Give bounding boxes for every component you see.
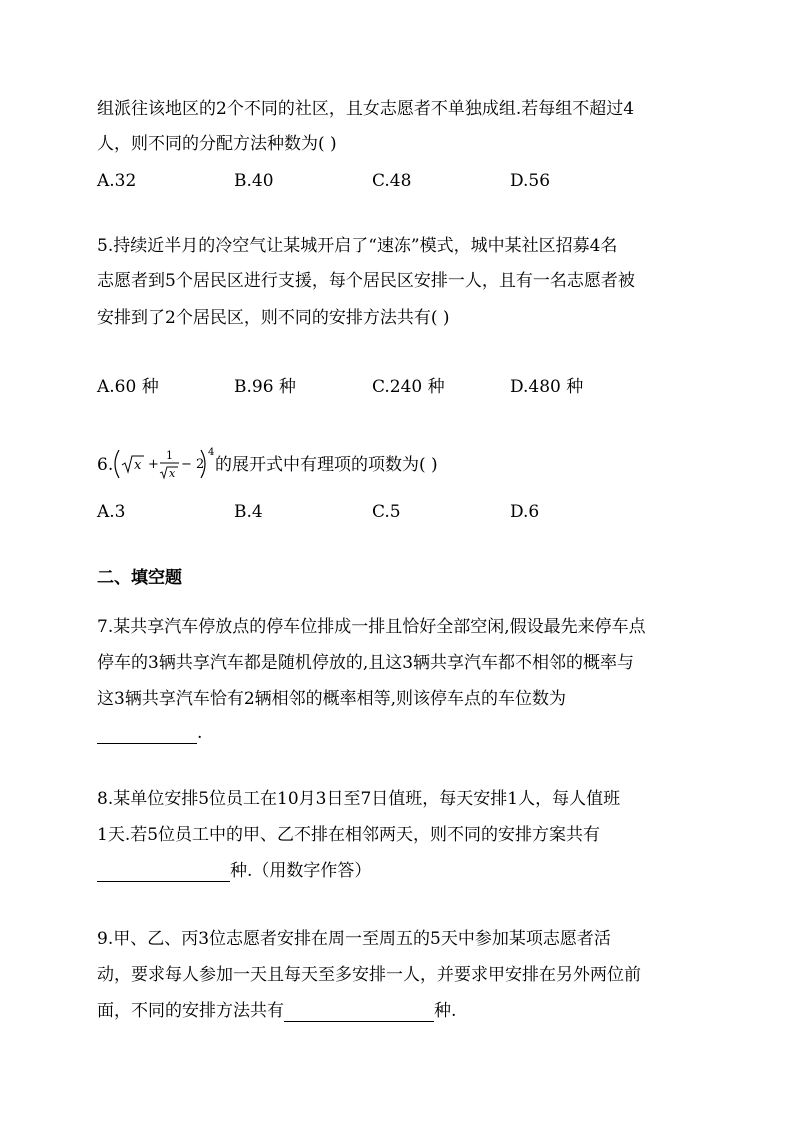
q9-tail: 种. xyxy=(434,1001,457,1021)
q7-tail: . xyxy=(197,723,203,743)
q5-option-d: D.480 种 xyxy=(510,377,584,397)
q4-option-c: C.48 xyxy=(372,171,412,191)
q4-line-2: 人，则不同的分配方法种数为( ) xyxy=(97,134,337,154)
q7-line-3: 这3辆共享汽车恰有2辆相邻的概率相等,则该停车点的车位数为 xyxy=(97,689,567,709)
q6-power: 4 xyxy=(208,447,215,458)
q8-tail: 种.（用数字作答） xyxy=(230,861,372,881)
q6-sqrt-x: x xyxy=(134,458,142,473)
q6-option-b: B.4 xyxy=(234,502,263,522)
q4-option-d: D.56 xyxy=(510,171,551,191)
q6-frac-den: x xyxy=(169,467,176,480)
q7-answer-row xyxy=(97,722,202,744)
q9-line-2: 动，要求每人参加一天且每天至多安排一人，并要求甲安排在另外两位前 xyxy=(97,965,641,985)
q8-line-2: 1天.若5位员工中的甲、乙不排在相邻两天，则不同的安排方案共有 xyxy=(97,825,601,845)
q6-suffix: 的展开式中有理项的项数为( ) xyxy=(215,455,438,475)
q7-line-1: 7.某共享汽车停放点的停车位排成一排且恰好全部空闲,假设最先来停车点 xyxy=(97,617,646,637)
q6-prefix: 6. xyxy=(97,455,114,475)
left-paren-icon xyxy=(115,450,119,478)
q4-option-a: A.32 xyxy=(97,171,137,191)
q8-line-1: 8.某单位安排5位员工在10月3日至7日值班，每天安排1人，每人值班 xyxy=(97,789,621,809)
q9-line-3 xyxy=(97,1000,456,1022)
q4-option-b: B.40 xyxy=(234,171,274,191)
q6-option-a: A.3 xyxy=(97,502,126,522)
q5-line-2: 志愿者到5个居民区进行支援，每个居民区安排一人，且有一名志愿者被 xyxy=(97,271,635,291)
q6-option-d: D.6 xyxy=(510,502,540,522)
q6-expression xyxy=(97,446,517,482)
q9-line-3-prefix: 面，不同的安排方法共有 xyxy=(97,1001,284,1021)
q8-answer-blank[interactable] xyxy=(97,863,230,882)
q5-line-3: 安排到了2个居民区，则不同的安排方法共有( ) xyxy=(97,308,450,328)
q4-line-1: 组派往该地区的2个不同的社区，且女志愿者不单独成组.若每组不超过4 xyxy=(97,99,635,119)
section-title: 二、填空题 xyxy=(97,568,182,588)
q9-line-1: 9.甲、乙、丙3位志愿者安排在周一至周五的5天中参加某项志愿者活 xyxy=(97,929,611,949)
q6-minus-two: − 2 xyxy=(181,457,205,472)
q6-option-c: C.5 xyxy=(372,502,401,522)
q5-line-1: 5.持续近半月的冷空气让某城开启了“速冻”模式，城中某社区招募4名 xyxy=(97,236,618,256)
q8-answer-row xyxy=(97,860,371,882)
q5-option-b: B.96 种 xyxy=(234,377,296,397)
q9-answer-blank[interactable] xyxy=(284,1003,434,1022)
q6-frac-num: 1 xyxy=(166,449,173,462)
q7-line-2: 停车的3辆共享汽车都是随机停放的,且这3辆共享汽车都不相邻的概率与 xyxy=(97,653,635,673)
q5-option-c: C.240 种 xyxy=(372,377,445,397)
q7-answer-blank[interactable] xyxy=(97,725,197,744)
q6-plus: + xyxy=(148,457,159,472)
q5-option-a: A.60 种 xyxy=(97,377,159,397)
